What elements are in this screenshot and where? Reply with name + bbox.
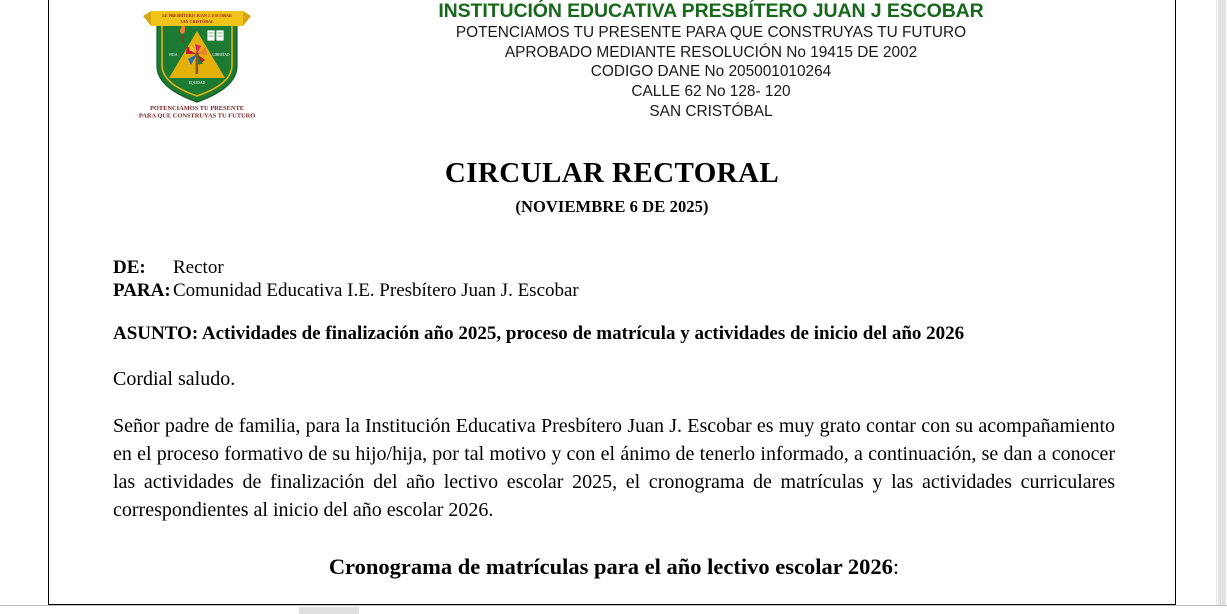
page-content <box>49 0 1175 604</box>
crest-value-bottom: EQUIDAD <box>188 81 206 85</box>
horizontal-scrollbar-thumb[interactable] <box>299 607 359 614</box>
section-heading-colon: : <box>892 554 900 580</box>
document-title-block <box>49 158 1175 217</box>
crest-banner-line2: SAN CRISTÓBAL <box>180 18 214 24</box>
page-title: CIRCULAR RECTORAL <box>444 157 780 189</box>
letterhead-line-3: CODIGO DANE No 205001010264 <box>590 63 832 81</box>
crest-motto-line2: PARA QUE CONSTRUYAS TU FUTURO <box>138 112 256 120</box>
from-label: DE: <box>113 256 146 278</box>
subject-line: ASUNTO: Actividades de finalización año 2025, proceso de matrícula y actividades de inicio del año 2026 <box>113 323 965 345</box>
crest-icon <box>133 2 261 120</box>
section-heading-text: Cronograma de matrículas para el año lectivo escolar 2026 <box>328 554 893 580</box>
letterhead-text <box>247 0 1175 122</box>
vertical-scrollbar[interactable] <box>1216 0 1227 605</box>
letterhead <box>49 0 1175 126</box>
to-label: PARA: <box>113 279 171 301</box>
crest-value-left: VIDA <box>168 53 178 57</box>
institution-name: INSTITUCIÓN EDUCATIVA PRESBÍTERO JUAN J ESCOBAR <box>438 0 984 22</box>
document-date: (NOVIEMBRE 6 DE 2025) <box>515 196 709 216</box>
crest-motto-line1: POTENCIAMOS TU PRESENTE <box>150 105 244 112</box>
body-paragraph: Señor padre de familia, para la Institución Educativa Presbítero Juan J. Escobar es muy grato contar con su acompañamiento en el proceso formativo de su hijo/hija, por tal motivo y con el ánimo de tenerlo informado, a continuación, se dan a conocer las actividades de finalización del año lectivo escolar 2025, el cronograma de matrículas y las actividades curriculares correspondientes al inicio del año escolar 2026. <box>113 415 1115 522</box>
document-page <box>48 0 1176 605</box>
letterhead-line-2: APROBADO MEDIANTE RESOLUCIÓN No 19415 DE 2002 <box>504 43 918 61</box>
letterhead-line-5: SAN CRISTÓBAL <box>649 102 773 120</box>
crest-banner-line1: I.E PRESBÍTERO JUAN J. ESCOBAR <box>162 13 232 19</box>
vertical-scrollbar-thumb[interactable] <box>1218 0 1226 605</box>
from-row <box>113 257 1115 280</box>
letterhead-line-4: CALLE 62 No 128- 120 <box>631 83 791 101</box>
from-value: Rector <box>173 256 224 278</box>
to-value: Comunidad Educativa I.E. Presbítero Juan J. Escobar <box>173 279 579 301</box>
greeting-line: Cordial saludo. <box>113 368 236 391</box>
crest-value-right: LIBERTAD <box>212 53 230 57</box>
horizontal-scrollbar[interactable] <box>0 605 1227 614</box>
section-heading <box>113 553 1115 580</box>
document-body <box>49 257 1175 580</box>
letterhead-line-1: POTENCIAMOS TU PRESENTE PARA QUE CONSTRUYAS TU FUTURO <box>455 24 967 41</box>
school-crest-logo <box>133 2 261 120</box>
to-row <box>113 280 1115 303</box>
